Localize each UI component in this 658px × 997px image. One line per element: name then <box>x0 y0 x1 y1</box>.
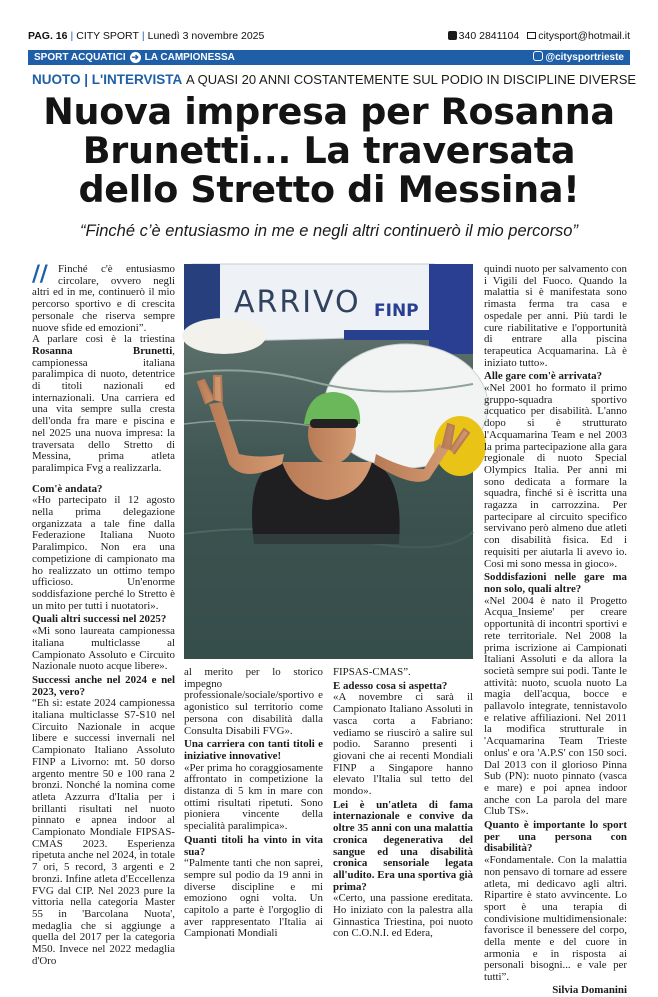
question-8: Alle gare com'è arrivata? <box>484 370 603 383</box>
answer-1: «Ho partecipato il 12 agosto nella prima delegazione organizzata a tale fine dalla Federazione Italiana Nuoto Paralimpico. Non era una competizione di campionato ma ho realizzato un ottimo tempo ufficioso. Un'enorme soddisfazione perché lo Stretto è un mito per tutti i nuotatori». <box>32 494 175 612</box>
answer-2: «Mi sono laureata campionessa italiana multiclasse al Campionato Assoluto e Circuito Nazionale nuoto acque libere». <box>32 625 175 673</box>
answer-5: “Palmente tanti che non saprei, sempre sul podio da 19 anni in diverse discipline e mi emoziono ogni volta. Un capitolo a parte è l'orgoglio di aver rappresentato l'Italia ai Campionati Mondiali <box>184 857 323 940</box>
article-photo <box>184 264 473 659</box>
section-bar <box>28 50 630 65</box>
question-5: Quanti titoli ha vinto in vita sua? <box>184 833 323 858</box>
question-3: Successi anche nel 2024 e nel 2023, vero? <box>32 673 175 698</box>
answer-9: «Nel 2004 è nato il Progetto Acqua_Insieme' per creare opportunità di incontri sportivi e rete territoriale. Nel 2008 la prima iscrizione ai Campionati Italiani Assoluti e da allora la società sempre sui podi. Tante le attività: nuoto, scuola nuoto La magia dell'acqua, bocce e pallavolo integrate, tennistavolo e relative affiliazioni. Nel 2011 la modifica strutturale in 'Acquamarina Team Trieste onlus' e ora 'A.P.S' con 150 soci. Dal 2013 con il glorioso Pinna Sub (PN): nuoto pinnato (vasca e mare) e poi apnea indoor anche con La parola del mare Club TS». <box>484 594 627 818</box>
issue-date: Lunedì 3 novembre 2025 <box>147 30 265 42</box>
email-address: citysport@hotmail.it <box>538 30 630 42</box>
answer-3-continued: al merito per lo storico impegno professionale/sociale/sportivo e agonistico sul territorio come persona con disabilità dalla Consulta Disabili FVG». <box>184 666 323 737</box>
swimmer-photo <box>184 264 473 659</box>
answer-3: “Eh sì: estate 2024 campionessa italiana multiclasse S7-S10 nel Circuito Nazionale in acque libere e successi invernali nel Campionato Italiano Assoluto FINP a Livorno: mt. 50 dorso argento mentre 50 e 100 rana 2 bronzi. Nonché la nomina come atleta Azzurra d'Italia per i brillanti risultati nel nuoto pinnato e apnea indoor al Campionato Mondiale FIPSAS-CMAS 2023. Esperienza ripetuta anche nel 2024, in totale 7 ori, 5 record, 3 argenti e 2 bronzi. Infine atleta d'Eccellenza FVG dal CIP. Nel 2023 pure la vittoria nella categoria Master 55 in 'Barcolana Nuota', medaglia che si aggiunge a quella del 2017 per la categoria M50. Invece nel 2022 medaglia d'Oro <box>32 697 175 967</box>
article-column-2 <box>184 667 323 940</box>
answer-7-continued: quindi nuoto per salvamento con i Vigili del Fuoco. Quando la malattia si è manifestata sono rimasta ferma tra casa e ospedale per anni. Più tardi le cure riabilitative e l'opportunità di entrare alla piscina terapeutica Acquamarina. Là è iniziato tutto». <box>484 263 627 369</box>
answer-7: «Certo, una passione ereditata. Ho iniziato con la palestra alla Ginnastica Triestina, poi nuoto con C.O.N.I. ed Edera, <box>333 892 473 940</box>
article-column-1 <box>32 264 175 967</box>
article-column-3 <box>333 667 473 940</box>
answer-6: «A novembre ci sarà il Campionato Italiano Assoluti in vasca corta a Fabriano: vediamo se riuscirò a salire sul podio. Saranno presenti i giovani che ai recenti Mondiali FINP a Singapore hanno elevato l'Italia sul tetto del mondo». <box>333 691 473 798</box>
question-7: Lei è un'atleta di fama internazionale e convive da oltre 35 anni con una malattia cronica degenerativa del sangue ed una disabilità cronica sensoriale legata all'udito. Era una sportiva già prima? <box>333 798 473 893</box>
article-column-4 <box>484 264 627 997</box>
section-name: CITY SPORT <box>76 30 139 42</box>
answer-5-continued: FIPSAS-CMAS”. <box>333 666 411 678</box>
social-handle-wrap <box>533 50 624 65</box>
category-label: SPORT ACQUATICI <box>34 52 126 63</box>
question-1: Com'è andata? <box>32 482 103 495</box>
question-9: Soddisfazioni nelle gare ma non solo, quali altre? <box>484 571 627 595</box>
arrivo-banner-text: ARRIVO <box>234 285 361 320</box>
question-2: Quali altri successi nel 2025? <box>32 613 167 626</box>
kicker-tag-type: L'INTERVISTA <box>91 72 183 87</box>
answer-8: «Nel 2001 ho formato il primo gruppo-squadra sportivo acquatico per disabilità. L'anno dopo si è strutturato l'Acquamarina Team e nel 2003 la prima partecipazione alla gara regionale di nuoto Special Olympics Italia. Per anni mi sono dedicata a formare la squadra, finché si è iscritta una ragazza in carrozzina. Per partecipare al circuito specifico servivano però almeno due atleti con disabilità fisica. Ed i requisiti per aiutarla li avevo io. Così mi sono messa in gioco». <box>484 382 627 570</box>
answer-4: «Per prima ho coraggiosamente affrontato in competizione la distanza di 5 km in mare con ottimi risultati ripetuti. Sono pioniera vincente della specialità paralimpica». <box>184 761 323 833</box>
page-header <box>28 30 630 46</box>
intro-paragraph: / / Finché c'è entusiasmo circolare, ovvero negli altri ed in me, continuerò il mio percorso sportivo e di crescita personale che riserva sempre nuove sfide ed emozioni”. <box>32 262 175 334</box>
question-10: Quanto è importante lo sport per una persona con disabilità? <box>484 819 627 855</box>
subheadline: “Finché c’è entusiasmo in me e negli altri continuerò il mio percorso” <box>80 222 578 240</box>
headline: Nuova impresa per Rosanna Brunetti... La traversata dello Stretto di Messina! <box>43 90 615 211</box>
mail-icon <box>527 32 536 39</box>
phone-number: 340 2841104 <box>458 30 520 42</box>
social-handle: @citysportrieste <box>545 52 624 63</box>
question-6: E adesso cosa si aspetta? <box>333 679 448 692</box>
header-left: PAG. 16 | CITY SPORT | Lunedì 3 novembre 2025 <box>28 30 265 42</box>
author-signature: Silvia Domanini <box>552 983 627 996</box>
finp-logo-text: FINP <box>374 301 419 321</box>
answer-10: «Fondamentale. Con la malattia non pensavo di tornare ad essere atleta, mi dedicavo agli altri. Ripartire è stato avvincente. Lo sport è una terapia di condivisione multidimensionale: favorisce il benessere del corpo, della mente e del cuore in armonia e in risposta ai personali bisogni... e vale per tutti”. <box>484 854 627 984</box>
header-contacts <box>448 30 630 42</box>
intro-paragraph-2: A parlare così è la triestina Rosanna Brunetti, campionessa italiana paralimpica di nuoto, detentrice di titoli nazionali ed internazionali. Una carriera ed una vita sempre sulla cresta dell'onda fra mare e piscina e nel 2025 una nuova impresa: la traversata dello Stretto di Messina, prima atleta paralimpica Fvg a realizzarla. <box>32 333 175 474</box>
page-number: PAG. 16 <box>28 30 68 42</box>
quote-mark-icon: / / <box>32 262 44 287</box>
kicker-text: A QUASI 20 ANNI COSTANTEMENTE SUL PODIO IN DISCIPLINE DIVERSE <box>186 72 637 87</box>
whatsapp-icon <box>448 31 457 40</box>
question-4: Una carriera con tanti titoli e iniziative innovative! <box>184 738 323 762</box>
subcategory-label: LA CAMPIONESSA <box>144 52 235 63</box>
arrow-right-icon: ➜ <box>131 52 139 62</box>
kicker: NUOTO | L'INTERVISTA A QUASI 20 ANNI COSTANTEMENTE SUL PODIO IN DISCIPLINE DIVERSE <box>32 72 637 87</box>
kicker-tag-sport: NUOTO <box>32 72 81 87</box>
instagram-icon <box>533 51 543 61</box>
